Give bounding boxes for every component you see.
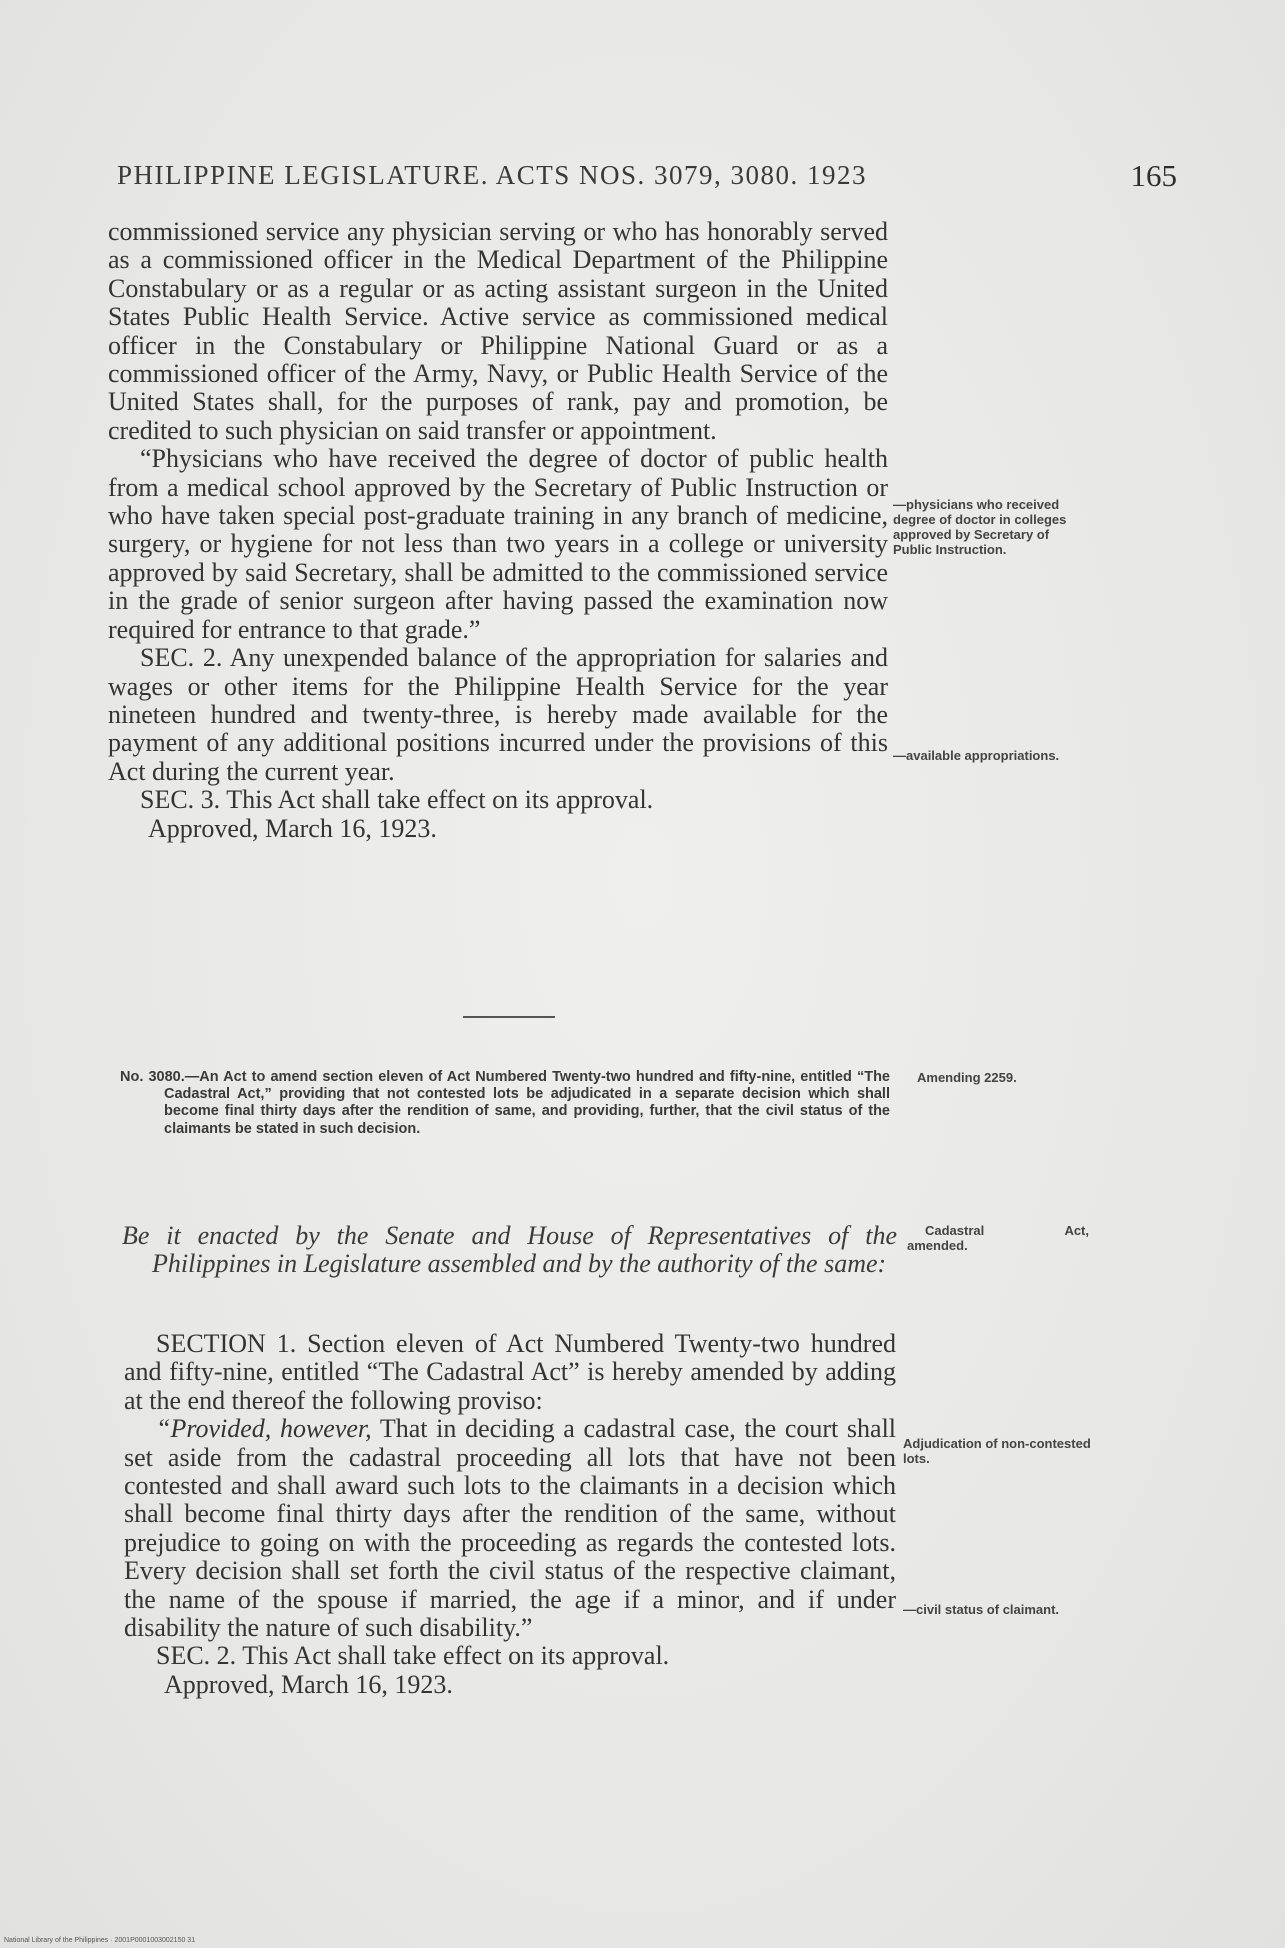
margin-note-appropriations: —available appropriations. bbox=[893, 748, 1060, 763]
section-text: Section eleven of Act Numbered Twenty-two hundred and fifty-nine, entitled “The Cadastral Act” is hereby amended by adding at the end thereof the following proviso: bbox=[124, 1329, 897, 1415]
section-label: SECTION 1. bbox=[156, 1329, 297, 1358]
paragraph: “Physicians who have received the degree of doctor of public health from a medical school approved by the Secretary of Public Instruction or who have taken special post-graduate training in any branch of medicine, surgery, or hygiene for not less than two years in a college or university approved by said Secretary, shall be admitted to the commissioned service in the grade of senior surgeon after having passed the examination now required for entrance to that grade.” bbox=[108, 444, 888, 644]
section-label: SEC. 2. bbox=[140, 643, 223, 673]
margin-note-cadastral: Cadastral Act, amended. bbox=[907, 1223, 1089, 1253]
proviso bbox=[124, 1415, 896, 1642]
enacting-clause: Be it enacted by the Senate and House of Representatives of the Philippines in Legislature assembled and by the authority of the same: bbox=[122, 1221, 897, 1278]
margin-note-civil-status: —civil status of claimant. bbox=[903, 1602, 1060, 1617]
section-label: SEC. 3. bbox=[140, 785, 221, 815]
proviso-text: That in deciding a cadastral case, the court shall set aside from the cadastral proceeding all lots that have not been contested and shall award such lots to the claimants in a decision which shall become final thirty days after the rendition of the same, without prejudice to going on with the proceeding as regards the contested lots. Every decision shall set forth the civil status of the respective claimant, the name of the spouse if married, the age if a minor, and if under disability the nature of such disability.” bbox=[124, 1414, 897, 1643]
approval-date: Approved, March 16, 1923. bbox=[164, 1669, 453, 1699]
section-3 bbox=[108, 786, 888, 814]
page-number: 165 bbox=[1130, 158, 1177, 193]
approval-date: Approved, March 16, 1923. bbox=[148, 813, 437, 843]
section-text: Any unexpended balance of the appropriation for salaries and wages or other items for the Philippine Health Service for the year nineteen hundred and twenty-three, is hereby made available for the payment of any additional positions incurred under the provisions of this Act during the current year. bbox=[108, 643, 888, 786]
section-2 bbox=[108, 644, 888, 786]
margin-note-physicians: —physicians who received degree of doctor in colleges approved by Secretary of Public Instruction. bbox=[893, 497, 1067, 557]
act-3079-continuation bbox=[108, 218, 888, 843]
page-header bbox=[117, 160, 1177, 200]
act-title: No. 3080.—An Act to amend section eleven of Act Numbered Twenty-two hundred and fifty-nine, entitled “The Cadastral Act,” providing that not contested lots be adjudicated in a separate decision which shall become final thirty days after the rendition of same, and providing, further, that the civil status of the claimants be stated in such decision. bbox=[120, 1069, 890, 1137]
proviso-lead: “Provided, however, bbox=[156, 1414, 372, 1444]
act-3080-body bbox=[124, 1330, 896, 1699]
margin-note-amending: Amending 2259. bbox=[917, 1070, 1017, 1085]
section-divider bbox=[463, 1016, 555, 1018]
section-text: This Act shall take effect on its approval. bbox=[226, 785, 654, 815]
act-3080-title bbox=[120, 1069, 890, 1138]
section-label: SEC. 2. bbox=[156, 1641, 237, 1671]
scan-footer: National Library of the Philippines · 2001P0001003002150 31 bbox=[4, 1937, 196, 1944]
section-1 bbox=[124, 1330, 896, 1415]
section-2 bbox=[124, 1642, 896, 1670]
paragraph: commissioned service any physician serving or who has honorably served as a commissioned officer in the Medical Department of the Philippine Constabulary or as a regular or as acting assistant surgeon in the United States Public Health Service. Active service as commissioned medical officer in the Constabulary or Philippine National Guard or as a commissioned officer of the Army, Navy, or Public Health Service of the United States shall, for the purposes of rank, pay and promotion, be credited to such physician on said transfer or appointment. bbox=[108, 217, 888, 445]
margin-note-adjudication: Adjudication of non-contested lots. bbox=[903, 1436, 1091, 1466]
running-head: PHILIPPINE LEGISLATURE. ACTS NOS. 3079, 3080. 1923 bbox=[117, 160, 868, 190]
section-text: This Act shall take effect on its approval. bbox=[242, 1641, 670, 1671]
